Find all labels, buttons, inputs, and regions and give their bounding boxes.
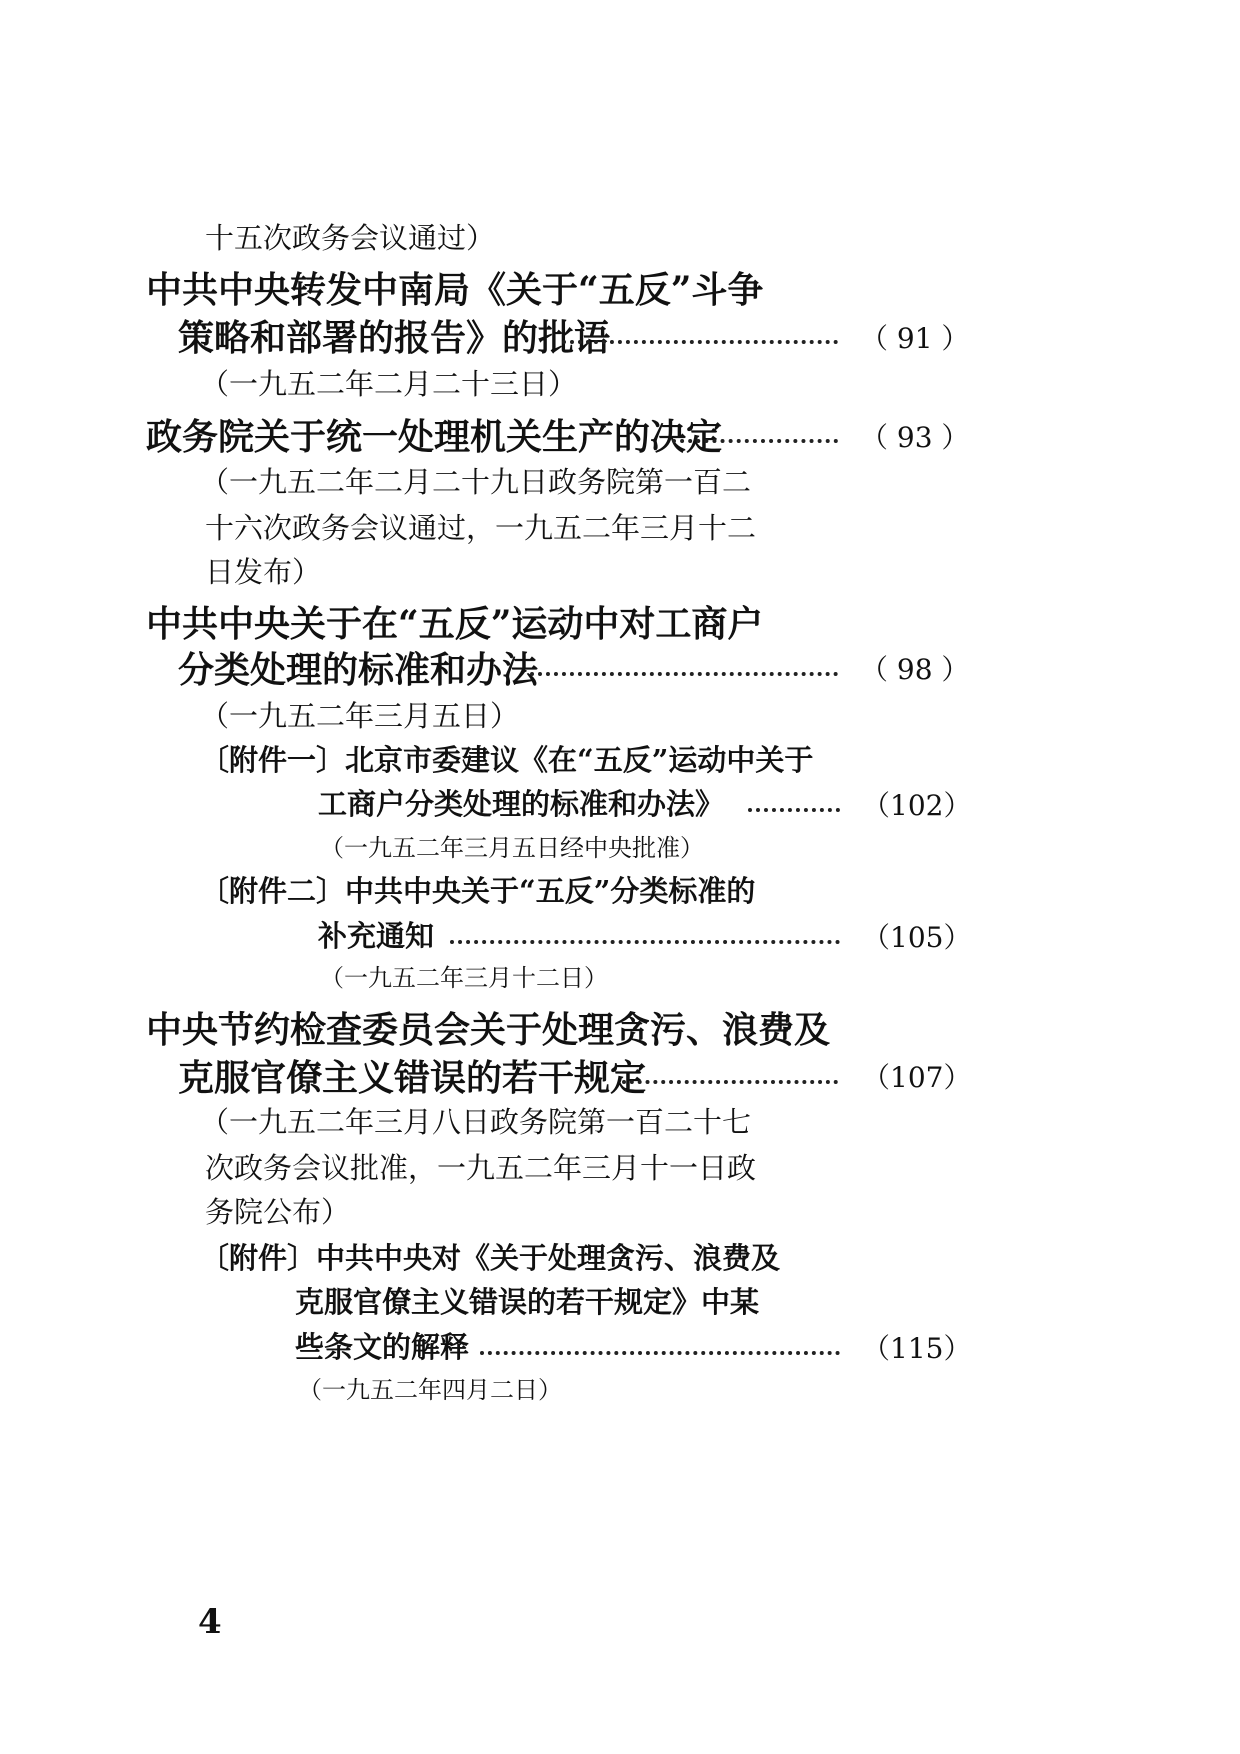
appendix-label: 〔附件一〕	[200, 743, 346, 777]
dot-leader	[450, 940, 840, 944]
entry-title: 中共中央转发中南局《关于“五反”斗争	[146, 269, 764, 311]
folio-page-number: 4	[198, 1602, 222, 1642]
entry-date-note: （一九五二年三月五日经中央批准）	[320, 834, 704, 862]
page-number: （ 93 ）	[860, 421, 970, 454]
entry-date-note: （一九五二年二月二十三日）	[200, 367, 578, 401]
page-number: （107）	[862, 1061, 972, 1094]
appendix-title-line	[200, 743, 814, 777]
entry-title: 政务院关于统一处理机关生产的决定	[146, 416, 723, 458]
entry-date-note: （一九五二年四月二日）	[298, 1376, 562, 1404]
entry-title-cont: 克服官僚主义错误的若干规定	[178, 1057, 647, 1099]
dot-leader	[562, 340, 838, 344]
entry-continuation-note: 十五次政务会议通过）	[205, 221, 496, 255]
entry-title-cont: 策略和部署的报告》的批语	[178, 317, 611, 359]
dot-leader	[622, 1080, 838, 1084]
entry-date-note: （一九五二年二月二十九日政务院第一百二	[200, 465, 752, 499]
appendix-label: 〔附件二〕	[200, 874, 346, 908]
entry-title: 中央节约检查委员会关于处理贪污、浪费及	[146, 1009, 831, 1051]
page-number: （115）	[862, 1332, 972, 1365]
dot-leader	[530, 672, 838, 676]
dot-leader	[480, 1351, 840, 1355]
entry-title-cont: 补充通知	[318, 919, 435, 953]
entry-date-note: 次政务会议批准，一九五二年三月十一日政	[205, 1151, 757, 1185]
entry-date-note: 十六次政务会议通过，一九五二年三月十二	[205, 511, 757, 545]
appendix-label: 〔附件〕	[200, 1241, 317, 1275]
page-number: （102）	[862, 789, 972, 822]
entry-title-cont: 克服官僚主义错误的若干规定》中某	[295, 1285, 760, 1319]
entry-date-note: （一九五二年三月八日政务院第一百二十七	[200, 1105, 752, 1139]
appendix-title-line	[200, 874, 756, 908]
entry-title-cont: 分类处理的标准和办法	[178, 649, 539, 691]
dot-leader	[748, 808, 840, 812]
page-number: （ 91 ）	[860, 322, 970, 355]
appendix-title-line	[200, 1241, 781, 1275]
dot-leader	[672, 439, 838, 443]
entry-title: 中共中央关于“五反”分类标准的	[345, 874, 756, 908]
entry-date-note: （一九五二年三月五日）	[200, 699, 520, 733]
entry-title: 北京市委建议《在“五反”运动中关于	[345, 743, 814, 777]
page-number: （ 98 ）	[860, 653, 970, 686]
entry-title-cont: 工商户分类处理的标准和办法》	[318, 787, 725, 821]
entry-title: 中共中央关于在“五反”运动中对工商户	[146, 603, 764, 645]
entry-date-note: （一九五二年三月十二日）	[320, 964, 608, 992]
entry-date-note: 日发布）	[205, 555, 322, 589]
entry-date-note: 务院公布）	[205, 1195, 351, 1229]
page-number: （105）	[862, 921, 972, 954]
entry-title: 中共中央对《关于处理贪污、浪费及	[316, 1241, 781, 1275]
entry-title-cont: 些条文的解释	[295, 1330, 470, 1364]
